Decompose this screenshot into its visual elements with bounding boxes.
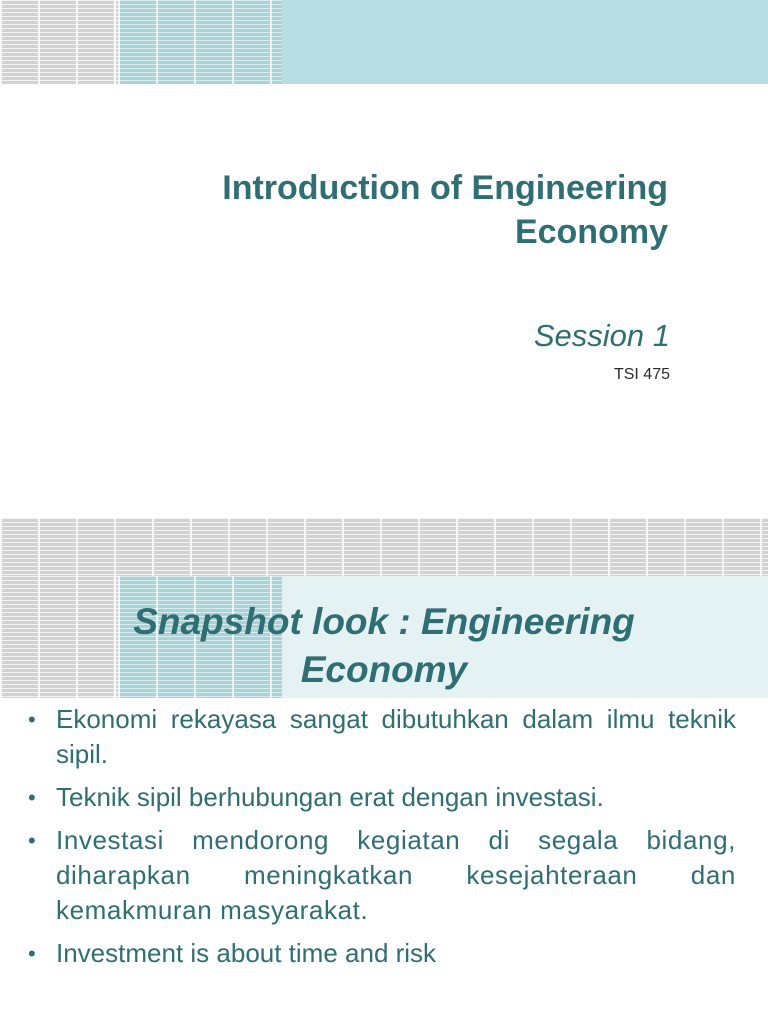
grid-pattern-decoration bbox=[0, 0, 118, 84]
list-item bbox=[26, 702, 736, 772]
session-subtitle: Session 1 bbox=[533, 318, 670, 353]
grid-pattern-teal-decoration bbox=[118, 0, 282, 84]
bullet-icon: • bbox=[28, 828, 37, 853]
slide-title-line-1: Introduction of Engineering bbox=[222, 169, 668, 207]
bullet-text: Ekonomi rekayasa sangat dibutuhkan dalam ilmu teknik sipil. bbox=[56, 704, 736, 769]
grid-pattern-band-decoration bbox=[0, 518, 768, 576]
bullet-icon: • bbox=[28, 707, 36, 732]
bullet-text: Teknik sipil berhubungan erat dengan investasi. bbox=[56, 782, 604, 812]
slide-title-line-1: Snapshot look : Engineering bbox=[133, 601, 635, 642]
bullet-text: Investment is about time and risk bbox=[56, 938, 437, 968]
content-slide bbox=[0, 518, 768, 1024]
course-code: TSI 475 bbox=[613, 366, 670, 383]
bullet-text: Investasi mendorong kegiatan di segala bidang, diharapkan meningkatkan kesejahteraan dan kemakmuran masyarakat. bbox=[56, 825, 736, 925]
bullet-icon: • bbox=[28, 785, 36, 810]
slide-title-line-2: Economy bbox=[300, 649, 468, 690]
slide-title bbox=[40, 598, 728, 694]
list-item bbox=[26, 780, 736, 815]
bullet-icon: • bbox=[28, 941, 36, 966]
list-item bbox=[26, 823, 736, 928]
header-band-decoration bbox=[282, 0, 768, 84]
slide-title bbox=[108, 166, 668, 254]
slide-title-line-2: Economy bbox=[514, 213, 668, 251]
bullet-list bbox=[26, 702, 736, 979]
list-item bbox=[26, 936, 736, 971]
